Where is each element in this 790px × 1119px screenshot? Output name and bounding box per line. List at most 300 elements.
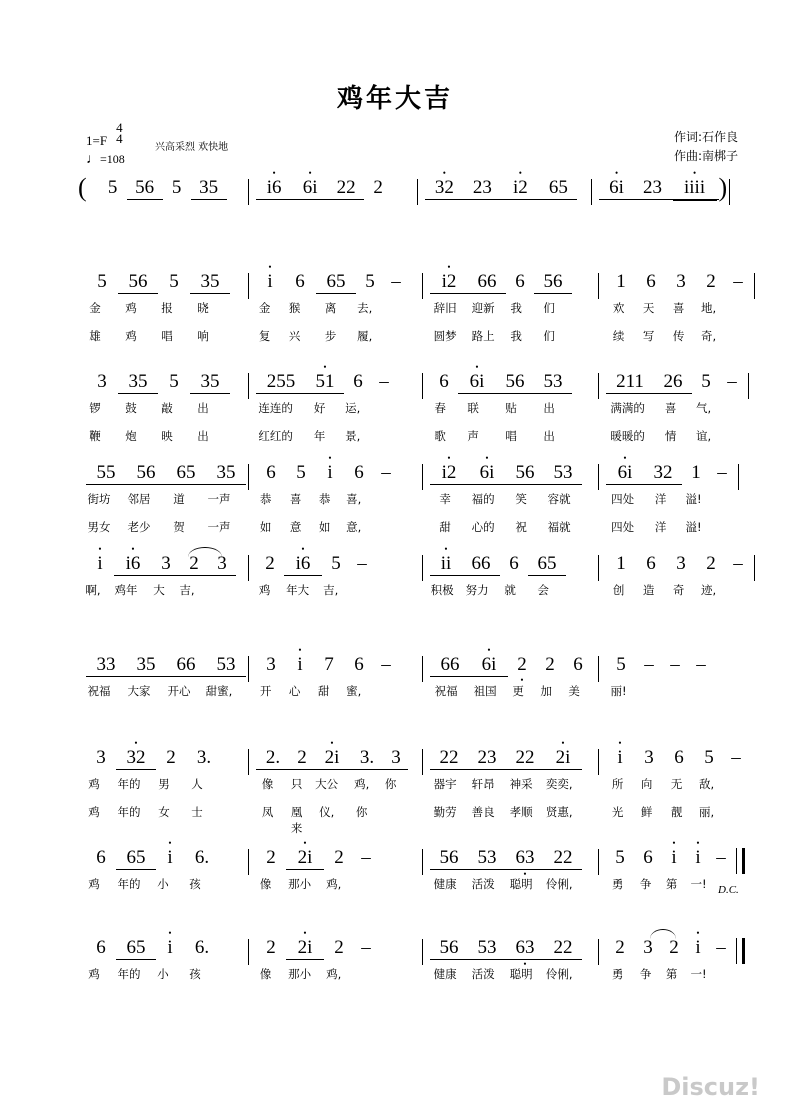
note-group bbox=[430, 463, 582, 485]
lyric-syllable: 联 bbox=[467, 401, 479, 415]
note: 5 bbox=[615, 847, 625, 868]
lyric-syllable: 辞旧 bbox=[433, 301, 457, 315]
barline bbox=[598, 656, 599, 682]
measure bbox=[598, 938, 748, 965]
measure bbox=[422, 372, 598, 399]
lyric-measure bbox=[418, 582, 595, 598]
lyric-measure bbox=[596, 519, 748, 535]
note: 35 bbox=[190, 272, 230, 294]
note: – bbox=[696, 654, 706, 675]
music-system-1 bbox=[78, 272, 748, 299]
lyric-syllable: 复 bbox=[258, 329, 271, 343]
note: 6. bbox=[194, 937, 210, 958]
note: • i6 bbox=[256, 178, 292, 200]
note: • 6i bbox=[470, 655, 508, 677]
note: 6 bbox=[266, 462, 276, 483]
note: • i bbox=[606, 748, 634, 768]
note: 1 bbox=[616, 271, 626, 292]
note-group bbox=[99, 178, 227, 200]
lyric-syllable: 幸 bbox=[439, 492, 451, 506]
lyric-line bbox=[78, 876, 748, 892]
lyric-syllable: 祝福 bbox=[434, 684, 458, 698]
lyric-syllable: 一! bbox=[690, 877, 707, 891]
note: 5 bbox=[704, 747, 714, 768]
lyric-syllable: 锣 bbox=[89, 401, 101, 415]
lyric-syllable: 贤惠, bbox=[545, 805, 573, 819]
lyric-syllable: 我 bbox=[510, 301, 522, 315]
barline bbox=[748, 373, 749, 399]
note: 2 • bbox=[508, 655, 536, 675]
measure bbox=[248, 272, 422, 299]
lyric-syllable: 大家 bbox=[127, 684, 151, 698]
note: 33 bbox=[86, 655, 126, 677]
lyric-measure bbox=[243, 328, 419, 344]
note: • i bbox=[286, 655, 314, 675]
music-system-8 bbox=[78, 938, 748, 965]
measure bbox=[422, 938, 598, 965]
lyric-syllable: 溢! bbox=[685, 520, 702, 534]
music-system-intro bbox=[78, 173, 748, 205]
lyric-syllable: 续 bbox=[612, 329, 625, 343]
lyric-syllable: 年的 bbox=[117, 777, 141, 791]
note: 2 bbox=[669, 937, 679, 958]
note: 5 bbox=[701, 371, 711, 392]
lyric-syllable: 气, bbox=[696, 401, 712, 415]
note-group bbox=[606, 554, 750, 574]
lyric-syllable: 像 bbox=[259, 967, 272, 981]
barline bbox=[598, 939, 599, 965]
measure bbox=[78, 372, 248, 399]
lyric-syllable: 喜 bbox=[664, 401, 677, 415]
barline bbox=[248, 555, 249, 581]
note-group bbox=[430, 938, 582, 960]
lyric-syllable: 器宇 bbox=[433, 777, 457, 791]
lyric-measure bbox=[596, 491, 748, 507]
lyric-measure bbox=[418, 328, 595, 344]
lyric-syllable: 争 bbox=[639, 877, 652, 891]
intro-open-paren: ( bbox=[78, 173, 87, 202]
lyric-line bbox=[78, 328, 748, 344]
lyric-syllable: 猴 bbox=[288, 301, 301, 315]
note: 6 bbox=[643, 847, 653, 868]
lyric-syllable: 敌, bbox=[699, 777, 715, 791]
note: 56 bbox=[127, 178, 163, 200]
measure bbox=[422, 554, 598, 581]
note-group bbox=[606, 655, 714, 675]
lyric-syllable: 造 bbox=[642, 583, 655, 597]
note: 2 bbox=[545, 654, 555, 675]
lyric-syllable: 鸡 bbox=[125, 329, 137, 343]
lyric-syllable: 步 bbox=[324, 329, 337, 343]
lyric-syllable: 男女 bbox=[87, 520, 111, 534]
lyric-measure bbox=[418, 400, 595, 416]
lyric-measure bbox=[596, 582, 748, 598]
note: 1 bbox=[616, 553, 626, 574]
note: • i bbox=[686, 848, 710, 868]
note: 56 bbox=[126, 463, 166, 485]
note: – bbox=[361, 937, 371, 958]
measure bbox=[598, 554, 748, 581]
note: • 6i bbox=[292, 178, 328, 200]
note-group bbox=[606, 272, 750, 292]
lyric-measure bbox=[596, 966, 748, 982]
note: • i2 bbox=[430, 272, 468, 294]
note: • i bbox=[156, 848, 184, 868]
lyric-syllable: 鸡 bbox=[88, 777, 100, 791]
note: 65 bbox=[316, 272, 356, 294]
note: 3. bbox=[350, 748, 384, 770]
lyric-syllable: 凤 bbox=[261, 805, 274, 819]
lyric-syllable: 情 bbox=[664, 429, 677, 443]
barline bbox=[248, 656, 249, 682]
measure bbox=[598, 655, 748, 682]
lyric-syllable: 创 bbox=[612, 583, 625, 597]
lyric-syllable: 那小 bbox=[288, 967, 312, 981]
note: 66 bbox=[468, 272, 506, 294]
note: 211 bbox=[606, 372, 654, 394]
lyric-syllable: 勇 bbox=[611, 877, 624, 891]
note: 6. bbox=[194, 847, 210, 868]
lyric-syllable: 意, bbox=[346, 520, 362, 534]
note-group bbox=[599, 173, 728, 202]
lyric-syllable: 们 bbox=[543, 329, 555, 343]
lyric-syllable: 大公 bbox=[315, 777, 339, 791]
lyric-syllable: 景, bbox=[345, 429, 361, 443]
lyric-syllable: 聪明 bbox=[509, 967, 533, 981]
note: 6 bbox=[515, 271, 525, 292]
note: 22 bbox=[430, 748, 468, 770]
note: 65 bbox=[116, 848, 156, 870]
note: 65 bbox=[539, 178, 577, 200]
measure bbox=[248, 463, 422, 490]
lyric-measure bbox=[243, 776, 419, 792]
lyric-syllable: 鞭 bbox=[89, 429, 101, 443]
lyric-syllable: 努力 bbox=[465, 583, 489, 597]
lyric-syllable: 向 bbox=[640, 777, 653, 791]
note: 5 bbox=[616, 654, 626, 675]
note: 255 bbox=[256, 372, 306, 394]
note: 3 bbox=[676, 271, 686, 292]
lyric-measure bbox=[78, 300, 243, 316]
lyric-syllable: 会 bbox=[537, 583, 549, 597]
lyric-syllable: 一声 bbox=[207, 520, 231, 534]
lyric-syllable: 活泼 bbox=[471, 877, 495, 891]
lyric-line bbox=[78, 428, 748, 444]
note: – bbox=[644, 654, 654, 675]
lyric-measure bbox=[596, 804, 748, 836]
lyric-syllable: 你 bbox=[355, 805, 368, 819]
lyric-measure bbox=[78, 328, 243, 344]
barline bbox=[248, 849, 249, 875]
note-group bbox=[425, 178, 577, 200]
lyric-syllable: 笑 bbox=[515, 492, 527, 506]
lyric-syllable: 孩 bbox=[189, 877, 201, 891]
lyric-syllable: 孩 bbox=[189, 967, 201, 981]
note: • i bbox=[86, 554, 114, 574]
lyric-syllable: 鼓 bbox=[125, 401, 137, 415]
barline bbox=[598, 373, 599, 399]
lyric-syllable: 金 bbox=[89, 301, 101, 315]
lyric-syllable: 奕奕, bbox=[545, 777, 573, 791]
lyric-syllable: 鸡 bbox=[258, 583, 271, 597]
lyric-syllable: 红红的 bbox=[258, 429, 293, 443]
note-group bbox=[86, 848, 220, 870]
lyric-syllable: 喜, bbox=[346, 492, 362, 506]
note: 22 bbox=[544, 848, 582, 870]
barline bbox=[248, 464, 249, 490]
note: – bbox=[716, 847, 726, 868]
composer: 作曲:南梆子 bbox=[673, 149, 738, 163]
lyric-syllable: 意 bbox=[289, 520, 302, 534]
lyric-syllable: 健康 bbox=[433, 967, 457, 981]
note: 22 bbox=[506, 748, 544, 770]
lyric-syllable: 轩昂 bbox=[471, 777, 495, 791]
note: – bbox=[733, 271, 743, 292]
note: – bbox=[379, 371, 389, 392]
note: 56 bbox=[430, 848, 468, 870]
lyric-measure bbox=[243, 876, 419, 892]
fermata-icon bbox=[650, 929, 676, 939]
lyric-syllable: 神采 bbox=[509, 777, 533, 791]
tie-slur bbox=[188, 547, 222, 557]
lyric-line bbox=[78, 491, 748, 507]
barline bbox=[417, 179, 418, 205]
lyric-syllable: 蜜, bbox=[346, 684, 362, 698]
note: 56 bbox=[496, 372, 534, 394]
lyric-syllable: 出 bbox=[197, 429, 209, 443]
lyric-measure bbox=[243, 582, 419, 598]
lyric-syllable: 年的 bbox=[117, 877, 141, 891]
lyric-syllable: 福就 bbox=[547, 520, 571, 534]
lyric-syllable: 履, bbox=[357, 329, 373, 343]
lyric-syllable: 吉, bbox=[179, 583, 195, 597]
lyric-syllable: 街坊 bbox=[87, 492, 111, 506]
lyric-syllable: 鸡 bbox=[88, 877, 100, 891]
lyric-syllable: 邻居 bbox=[127, 492, 151, 506]
note: – bbox=[733, 553, 743, 574]
note: 23 bbox=[463, 178, 501, 200]
dc-marking: D.C. bbox=[718, 884, 739, 896]
lyric-measure bbox=[243, 966, 419, 982]
mood-marking: 兴高采烈 欢快地 bbox=[155, 142, 229, 153]
lyric-syllable: 甜 bbox=[439, 520, 451, 534]
lyric-syllable: 年的 bbox=[117, 805, 141, 819]
lyric-syllable: 小 bbox=[157, 877, 169, 891]
lyric-line bbox=[78, 776, 748, 792]
note: • 2i bbox=[286, 848, 324, 870]
lyric-syllable: 如 bbox=[259, 520, 272, 534]
measure bbox=[422, 655, 598, 682]
lyric-syllable: 男 bbox=[158, 777, 170, 791]
measure bbox=[422, 463, 598, 490]
measure bbox=[248, 178, 417, 205]
barline bbox=[591, 179, 592, 205]
lyric-syllable: 声 bbox=[467, 429, 479, 443]
note: 2 bbox=[166, 747, 176, 768]
lyric-line bbox=[78, 966, 748, 982]
note: • 6i bbox=[468, 463, 506, 485]
note: 3 bbox=[384, 748, 408, 770]
lyric-measure bbox=[596, 428, 748, 444]
lyric-syllable: 鸡, bbox=[354, 777, 370, 791]
lyric-syllable: 更 bbox=[512, 684, 524, 698]
measure bbox=[422, 272, 598, 299]
final-barline bbox=[736, 938, 745, 964]
lyric-syllable: 祖国 bbox=[473, 684, 497, 698]
lyric-measure bbox=[418, 428, 595, 444]
lyric-syllable: 报 bbox=[161, 301, 173, 315]
lyric-line bbox=[78, 519, 748, 535]
lyric-measure bbox=[243, 428, 419, 444]
lyric-syllable: 贴 bbox=[505, 401, 517, 415]
lyric-measure bbox=[596, 876, 748, 892]
lyric-syllable: 暖暖的 bbox=[610, 429, 645, 443]
note-group bbox=[606, 372, 744, 394]
note: 3 bbox=[643, 937, 653, 958]
lyric-syllable: 奇 bbox=[672, 583, 685, 597]
lyric-syllable: 心的 bbox=[471, 520, 495, 534]
note: 2 bbox=[334, 847, 344, 868]
note: 6 bbox=[646, 553, 656, 574]
lyric-measure bbox=[78, 491, 243, 507]
barline bbox=[422, 749, 423, 775]
note: • i6 bbox=[114, 554, 152, 576]
measure bbox=[598, 372, 748, 399]
lyric-measure bbox=[243, 519, 419, 535]
lyric-syllable: 兴 bbox=[288, 329, 301, 343]
lyric-syllable: 健康 bbox=[433, 877, 457, 891]
lyric-syllable: 唱 bbox=[505, 429, 517, 443]
lyric-measure bbox=[243, 400, 419, 416]
lyric-syllable: 甜 bbox=[317, 684, 330, 698]
note: 2 bbox=[706, 271, 716, 292]
lyric-syllable: 奇, bbox=[701, 329, 717, 343]
lyricist: 作词:石作良 bbox=[673, 130, 738, 144]
note-group bbox=[606, 848, 732, 868]
lyric-syllable: 迹, bbox=[701, 583, 717, 597]
lyric-syllable: 四处 bbox=[611, 520, 635, 534]
note: 1 bbox=[691, 462, 701, 483]
lyric-syllable: 就 bbox=[504, 583, 516, 597]
measure bbox=[598, 272, 748, 299]
note-group bbox=[86, 938, 220, 960]
barline bbox=[598, 273, 599, 299]
note-group bbox=[256, 272, 408, 294]
note: 32 bbox=[644, 463, 682, 485]
note-group bbox=[430, 655, 592, 677]
lyric-syllable: 出 bbox=[543, 401, 555, 415]
note: 2 bbox=[266, 847, 276, 868]
note: 66 bbox=[430, 655, 470, 677]
note: • 51 bbox=[306, 372, 344, 394]
lyric-syllable: 出 bbox=[197, 401, 209, 415]
barline bbox=[422, 464, 423, 490]
barline bbox=[422, 849, 423, 875]
lyric-syllable: 争 bbox=[639, 967, 652, 981]
note: – bbox=[731, 747, 741, 768]
note-group bbox=[86, 372, 230, 394]
note: 22 bbox=[544, 938, 582, 960]
measure bbox=[598, 848, 748, 875]
barline bbox=[598, 464, 599, 490]
lyric-measure bbox=[78, 876, 243, 892]
lyric-syllable: 活泼 bbox=[471, 967, 495, 981]
barline bbox=[248, 939, 249, 965]
note-group bbox=[430, 272, 572, 294]
lyric-measure bbox=[418, 876, 595, 892]
barline bbox=[248, 373, 249, 399]
note: 23 bbox=[468, 748, 506, 770]
note-group bbox=[256, 372, 396, 394]
lyric-measure bbox=[78, 400, 243, 416]
note: 5 bbox=[296, 462, 306, 483]
lyric-syllable: 出 bbox=[543, 429, 555, 443]
lyric-syllable: 女 bbox=[158, 805, 170, 819]
time-signature bbox=[116, 122, 123, 144]
lyric-syllable: 老少 bbox=[127, 520, 151, 534]
lyric-line bbox=[78, 300, 748, 316]
note: 2 bbox=[265, 553, 275, 574]
lyric-syllable: 大 bbox=[153, 583, 165, 597]
note: 5 bbox=[169, 371, 179, 392]
note: 6 bbox=[96, 847, 106, 868]
final-barline bbox=[736, 848, 745, 874]
note-group bbox=[430, 748, 582, 770]
lyric-syllable: 一! bbox=[690, 967, 707, 981]
note: 3 bbox=[266, 654, 276, 675]
note: 53 bbox=[468, 848, 506, 870]
note: 35 bbox=[126, 655, 166, 677]
note: 2 bbox=[615, 937, 625, 958]
note: – bbox=[357, 553, 367, 574]
lyric-measure bbox=[243, 683, 419, 699]
note: 5 bbox=[107, 177, 118, 198]
note: 5 bbox=[365, 271, 375, 292]
lyric-line bbox=[78, 400, 748, 416]
measure bbox=[598, 463, 748, 490]
note: 3 bbox=[208, 554, 236, 576]
lyric-syllable: 唱 bbox=[161, 329, 173, 343]
lyric-measure bbox=[596, 300, 748, 316]
note: • i bbox=[316, 463, 344, 483]
lyric-syllable: 光 bbox=[611, 805, 624, 819]
music-system-5 bbox=[78, 655, 748, 682]
lyric-syllable: 喜 bbox=[289, 492, 302, 506]
lyric-syllable: 映 bbox=[161, 429, 173, 443]
lyric-line bbox=[78, 683, 748, 699]
note: 6 bbox=[674, 747, 684, 768]
lyric-measure bbox=[418, 683, 595, 699]
lyric-syllable: 年 bbox=[313, 429, 326, 443]
measure bbox=[591, 173, 748, 205]
note: 2 bbox=[180, 554, 208, 576]
note: 6 bbox=[353, 371, 363, 392]
lyric-syllable: 响 bbox=[197, 329, 209, 343]
note: 5 bbox=[171, 177, 182, 198]
lyric-syllable: 心 bbox=[288, 684, 301, 698]
note: • 2i bbox=[544, 748, 582, 770]
lyric-syllable: 满满的 bbox=[610, 401, 645, 415]
lyric-measure bbox=[78, 428, 243, 444]
note: 3 bbox=[644, 747, 654, 768]
measure bbox=[422, 748, 598, 775]
lyric-measure bbox=[78, 966, 243, 982]
note: 6 bbox=[295, 271, 305, 292]
barline bbox=[598, 849, 599, 875]
note: 35 bbox=[118, 372, 158, 394]
note: 23 bbox=[635, 178, 671, 200]
note: 66 bbox=[462, 554, 500, 576]
